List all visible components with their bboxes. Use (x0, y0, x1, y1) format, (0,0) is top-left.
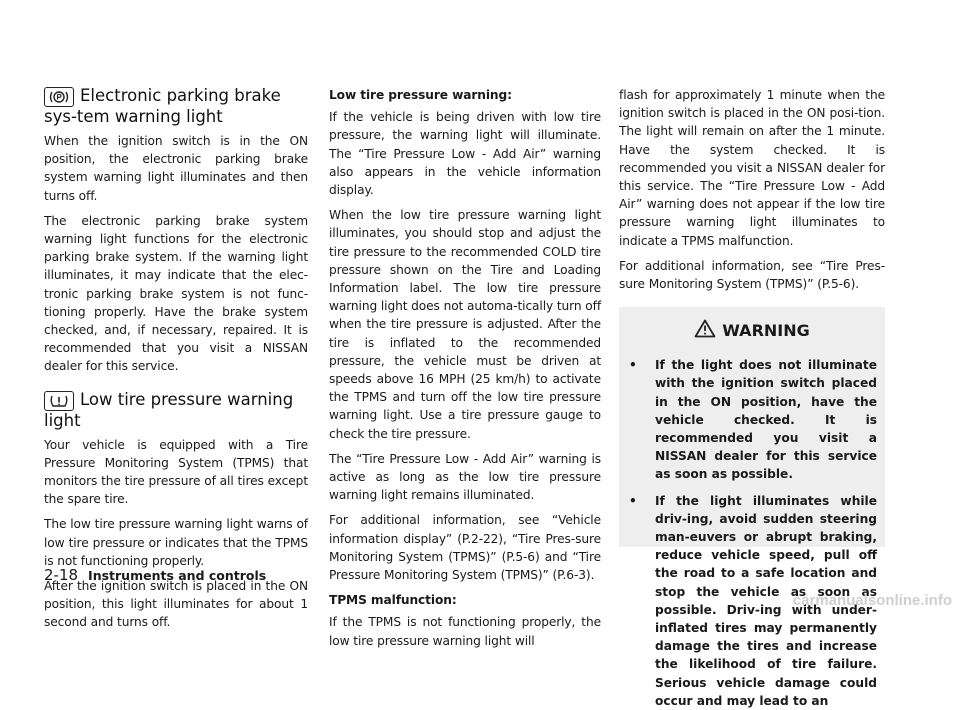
warning-item (627, 356, 877, 483)
watermark: carmanualsonline.info (792, 592, 952, 609)
subheading-low-tire-pressure: Low tire pressure warning: (329, 88, 512, 102)
paragraph: The low tire pressure warning light warns of low tire pressure or indicates that the TPMS is not functioning properly. (44, 517, 308, 568)
paragraph: The electronic parking brake system warning light functions for the electronic parking brake system. If the warning light illuminates, it may indicate that the elec-tronic parking brake system is not func-tioning properly. Have the brake system checked, and, if necessary, repaired. It is recommended that you visit a NISSAN dealer for this service. (44, 213, 308, 374)
section-heading (44, 86, 308, 126)
warning-list (627, 356, 877, 710)
tire-pressure-icon (44, 391, 74, 411)
paragraph: Your vehicle is equipped with a Tire Pressure Monitoring System (TPMS) that monitors the tire pressure of all tires except the spare tire. (44, 437, 308, 507)
section-heading (44, 390, 308, 430)
bullet-dot: • (629, 493, 637, 508)
paragraph: For additional information, see “Tire Pres-sure Monitoring System (TPMS)” (P.5-6). (619, 258, 885, 292)
warning-title (627, 319, 877, 342)
warning-triangle-icon (694, 319, 716, 342)
warning-item-text: If the light illuminates while driv-ing, avoid sudden steering man-euvers or abrupt braking, reduce vehicle speed, pull off the road to a safe location and stop the vehicle as soon as possible. Driv-ing with under-inflated tires may permanently damage the tires and increase the likelihood of tire failure. Serious vehicle damage could occur and may lead to an (655, 493, 877, 708)
subheading-tpms-malfunction: TPMS malfunction: (329, 593, 457, 608)
paragraph: After the ignition switch is placed in the ON position, this light illuminates for about 1 second and turns off. (44, 579, 308, 630)
paragraph: The “Tire Pressure Low - Add Air” warning is active as long as the low tire pressure warning light remains illuminated. (329, 451, 601, 503)
paragraph: When the low tire pressure warning light illuminates, you should stop and adjust the tire pressure to the recommended COLD tire pressure shown on the Tire and Loading Information label. The low tire pressure warning light does not automa-tically turn off when the tire pressure is adjusted. After the tire is inflated to the recommended pressure, the vehicle must be driven at speeds above 16 MPH (25 km/h) to activate the TPMS and turn off the low tire pressure warning light. Use a tire pressure gauge to check the tire pressure. (329, 208, 602, 441)
page-footer (44, 566, 266, 584)
column-2 (329, 86, 601, 657)
paragraph: flash for approximately 1 minute when the ignition switch is placed in the ON posi-tion. The light will remain on after the 1 minute. Have the system checked. It is recommended you visit a NISSAN dealer for this service. The “Tire Pressure Low - Add Air” warning does not appear if the low tire pressure warning light illuminates to indicate a TPMS malfunction. (619, 88, 885, 248)
section-low-tire-pressure-light (44, 390, 308, 632)
section-epb-warning-light (44, 86, 308, 376)
paragraph: For additional information, see “Vehicle information display” (P.2-22), “Tire Pres-sure Monitoring System (TPMS)” (P.5-6) and “Tire Pressure Monitoring System (TPMS)” (P.6-3). (329, 513, 601, 583)
section-name: Instruments and controls (88, 568, 267, 583)
page-number: 2-18 (44, 566, 79, 584)
heading-text: Electronic parking brake sys-tem warning light (44, 86, 281, 126)
bullet-dot: • (629, 358, 637, 373)
paragraph: If the vehicle is being driven with low tire pressure, the warning light will illuminate. The “Tire Pressure Low - Add Air” warning also appears in the vehicle information display. (329, 110, 601, 198)
warning-title-text: WARNING (722, 321, 810, 341)
column-1 (44, 86, 308, 639)
warning-item-text: If the light does not illuminate with the ignition switch placed in the ON position, have the vehicle checked. It is recommended you visit a NISSAN dealer for this service as soon as possible. (655, 358, 877, 482)
heading-text: Low tire pressure warning light (44, 389, 294, 430)
parking-brake-icon (44, 87, 74, 107)
paragraph: If the TPMS is not functioning properly, the low tire pressure warning light will (329, 615, 601, 648)
paragraph: When the ignition switch is in the ON position, the electronic parking brake system warning light illuminates and then turns off. (44, 134, 308, 203)
